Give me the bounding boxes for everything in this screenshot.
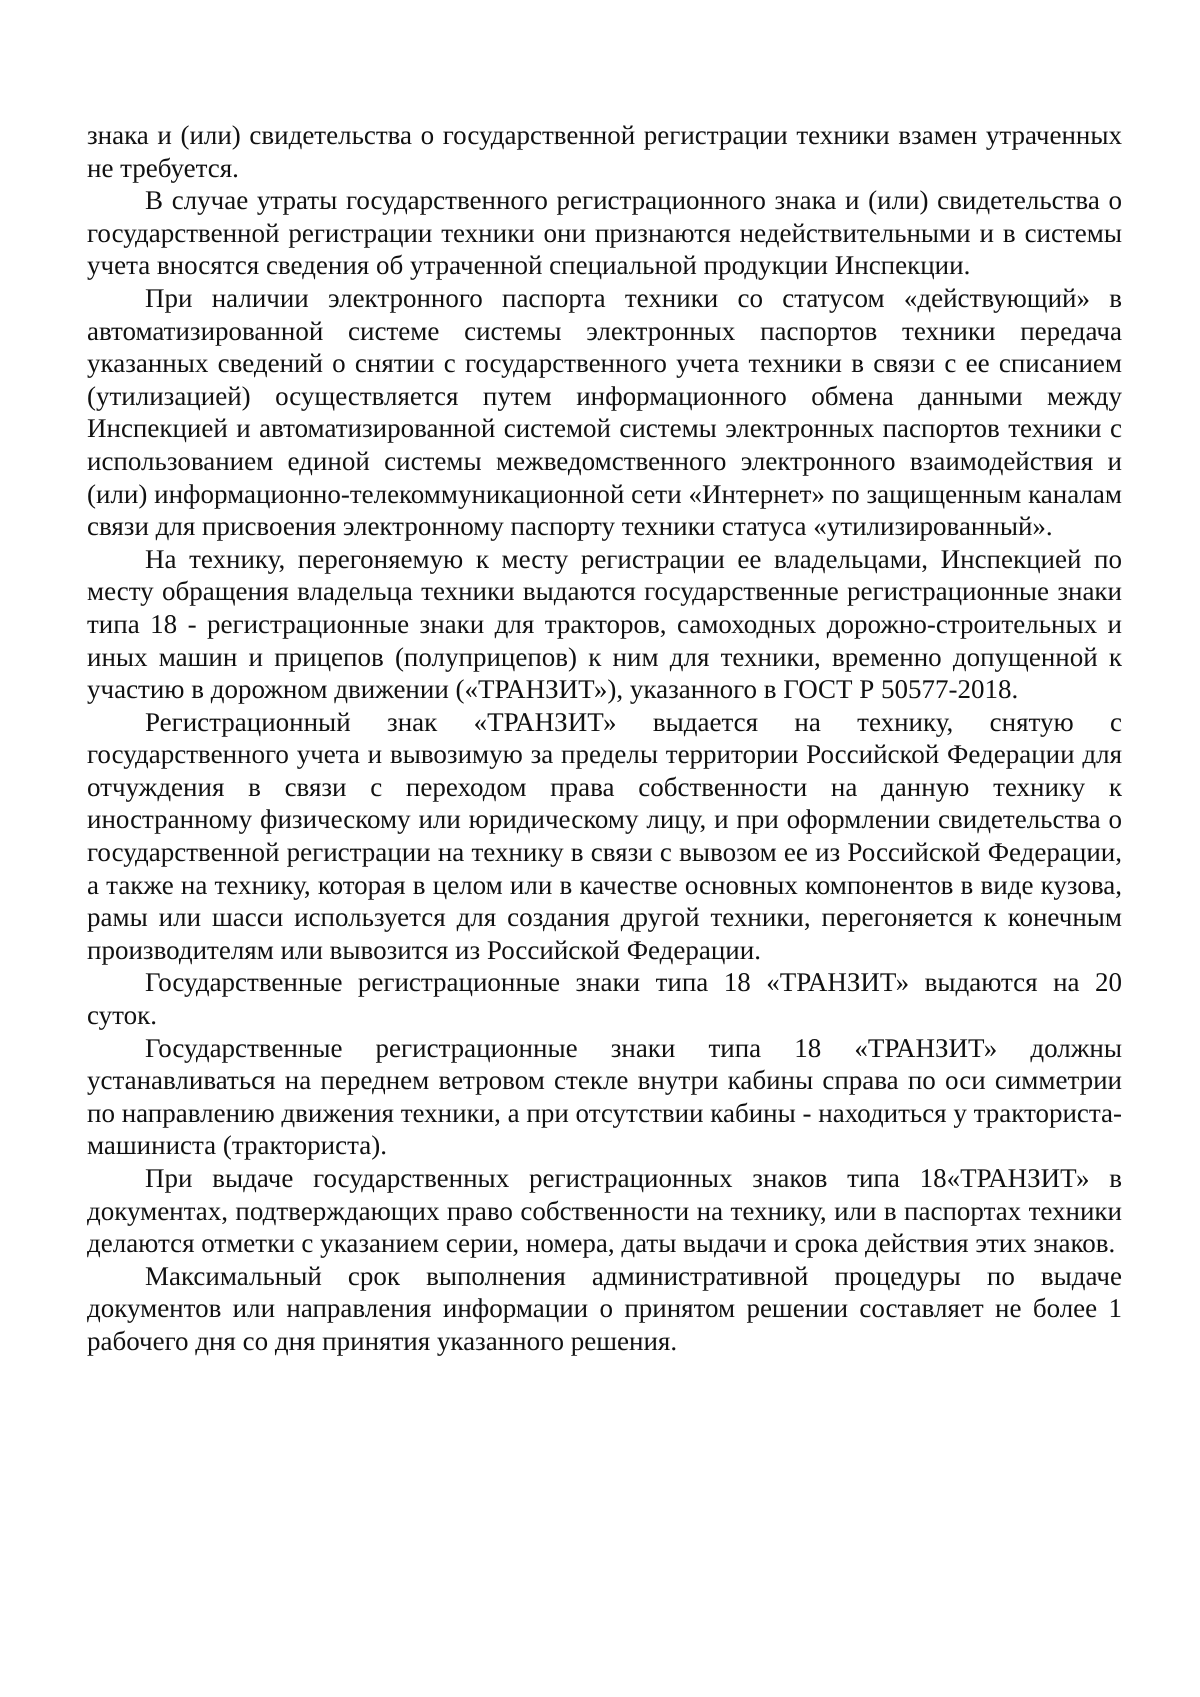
paragraph-5: Регистрационный знак «ТРАНЗИТ» выдается на технику, снятую с государственного учета и вывозимую за пределы территории Российской Федерации для отчуждения в связи с переходом права собственности на данную технику к иностранному физическому или юридическому лицу, и при оформлении свидетельства о государственной регистрации на технику в связи с вывозом ее из Российской Федерации, а также на технику, которая в целом или в качестве основных компонентов в виде кузова, рамы или шасси используется для создания другой техники, перегоняется к конечным производителям или вывозится из Российской Федерации. bbox=[87, 706, 1122, 965]
paragraph-4: На технику, перегоняемую к месту регистрации ее владельцами, Инспекцией по месту обращения владельца техники выдаются государственные регистрационные знаки типа 18 - регистрационные знаки для тракторов, самоходных дорожно-строительных и иных машин и прицепов (полуприцепов) к ним для техники, временно допущенной к участию в дорожном движении («ТРАНЗИТ»), указанного в ГОСТ Р 50577-2018. bbox=[87, 543, 1122, 705]
paragraph-9: Максимальный срок выполнения административной процедуры по выдаче документов или направления информации о принятом решении составляет не более 1 рабочего дня со дня принятия указанного решения. bbox=[87, 1260, 1122, 1356]
paragraph-6: Государственные регистрационные знаки типа 18 «ТРАНЗИТ» выдаются на 20 суток. bbox=[87, 967, 1122, 1031]
paragraph-3: При наличии электронного паспорта техники со статусом «действующий» в автоматизированной системе системы электронных паспортов техники передача указанных сведений о снятии с государственного учета техники в связи с ее списанием (утилизацией) осуществляется путем информационного обмена данными между Инспекцией и автоматизированной системой системы электронных паспортов техники с использованием единой системы межведомственного электронного взаимодействия и (или) информационно-телекоммуникационной сети «Интернет» по защищенным каналам связи для присвоения электронному паспорту техники статуса «утилизированный». bbox=[87, 282, 1122, 542]
paragraph-8: При выдаче государственных регистрационных знаков типа 18«ТРАНЗИТ» в документах, подтверждающих право собственности на технику, или в паспортах техники делаются отметки с указанием серии, номера, даты выдачи и срока действия этих знаков. bbox=[87, 1163, 1122, 1259]
paragraph-7: Государственные регистрационные знаки типа 18 «ТРАНЗИТ» должны устанавливаться на переднем ветровом стекле внутри кабины справа по оси симметрии по направлению движения техники, а при отсутствии кабины - находиться у тракториста-машиниста (тракториста). bbox=[87, 1032, 1122, 1161]
paragraph-2: В случае утраты государственного регистрационного знака и (или) свидетельства о государственной регистрации техники они признаются недействительными и в системы учета вносятся сведения об утраченной специальной продукции Инспекции. bbox=[87, 185, 1122, 281]
paragraph-1: знака и (или) свидетельства о государственной регистрации техники взамен утраченных не требуется. bbox=[87, 120, 1122, 183]
document-body bbox=[87, 119, 1122, 1358]
